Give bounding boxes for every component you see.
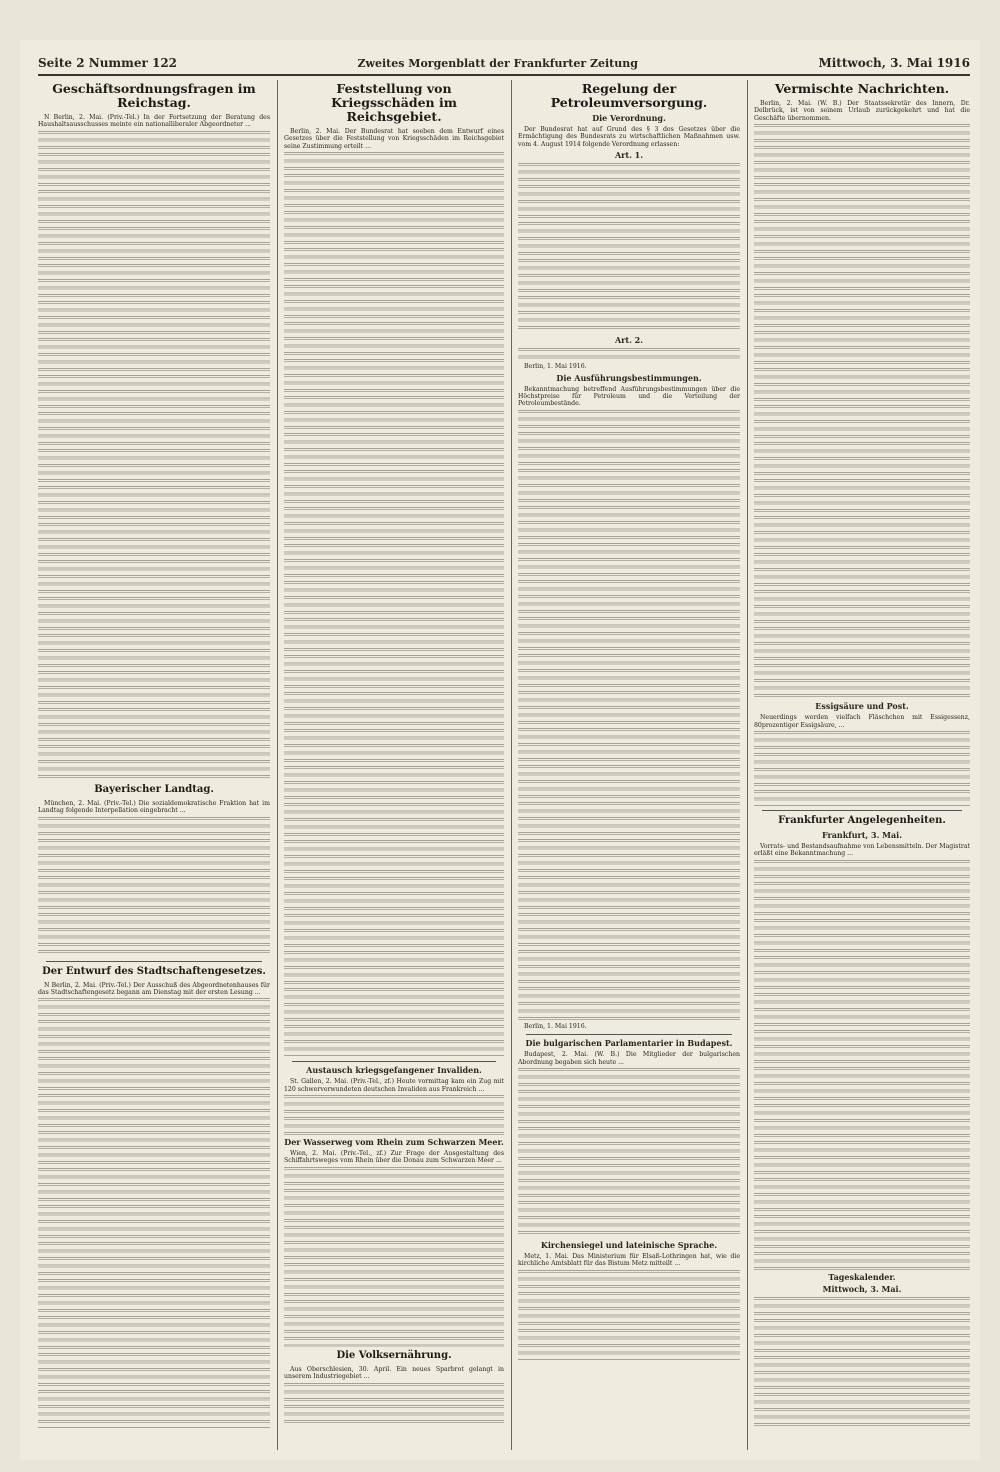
divider <box>762 810 962 811</box>
article-lead: Budapest, 2. Mai. (W. B.) Die Mitglieder der bulgarischen Abordnung begaben sich heute ... <box>518 1051 740 1066</box>
article-headline: Frankfurter Angelegenheiten. <box>778 815 946 827</box>
column-3 <box>518 80 740 1450</box>
article-lead: Aus Oberschlesien, 30. April. Ein neues Sparbrot gelangt in unserem Industriegebiet ... <box>284 1365 504 1381</box>
page-number: Seite 2 Nummer 122 <box>38 56 178 70</box>
article-lead: Neuerdings werden vielfach Fläschchen mit Essigessenz, 80prozentiger Essigsäure, ... <box>754 714 970 729</box>
article-headline: Austausch kriegsgefangener Invaliden. <box>306 1065 482 1076</box>
article-lead: Metz, 1. Mai. Das Ministerium für Elsaß-Lothringen hat, wie die kirchliche Amtsblatt für das Bistum Metz mitteilt ... <box>518 1253 740 1268</box>
divider <box>526 1034 732 1035</box>
article-body <box>284 152 504 1057</box>
dateline: Frankfurt, 3. Mai. <box>821 830 903 841</box>
divider <box>46 961 262 962</box>
article-headline: Geschäftsordnungsfragen im Reichstag. <box>52 81 256 110</box>
section-subheading: Die Ausführungsbestimmungen. <box>556 372 702 383</box>
article-body <box>284 1095 504 1135</box>
column-rule <box>277 80 278 1450</box>
article-clause: Art. 2. <box>614 335 644 346</box>
article-body <box>518 348 740 360</box>
article-lead: Wien, 2. Mai. (Priv.-Tel., zf.) Zur Frage der Ausgestaltung des Schiffahrtsweges vom Rhein über die Donau zum Schwarzen Meer ... <box>284 1150 504 1165</box>
article-lead: Bekanntmachung betreffend Ausführungsbestimmungen über die Höchstpreise für Petroleum und die Verteilung der Petroleumbestände. <box>518 385 740 408</box>
issue-date: Mittwoch, 3. Mai 1916 <box>818 56 970 70</box>
article-headline: Der Entwurf des Stadtschaftengesetzes. <box>42 965 266 977</box>
column-2 <box>284 80 504 1450</box>
article-headline: Die Volksernährung. <box>336 1349 452 1361</box>
article-headline: Regelung der Petroleumversorgung. <box>550 81 708 110</box>
dateline: Berlin, 1. Mai 1916. <box>524 363 587 371</box>
article-headline: Die bulgarischen Parlamentarier in Budapest. <box>525 1038 733 1049</box>
article-body <box>284 1383 504 1423</box>
calendar-date: Mittwoch, 3. Mai. <box>822 1283 902 1294</box>
article-lead: München, 2. Mai. (Priv.-Tel.) Die sozialdemokratische Fraktion hat im Landtag folgende Interpellation eingebracht ... <box>38 799 270 815</box>
section-subheading: Die Verordnung. <box>592 113 666 123</box>
article-lead: Der Bundesrat hat auf Grund des § 3 des Gesetzes über die Ermächtigung des Bundesrats zu wirtschaftlichen Maßnahmen usw. vom 4. August 1914 folgende Verordnung erlassen: <box>518 126 740 148</box>
article-body <box>518 163 740 333</box>
column-4 <box>754 80 970 1450</box>
section-heading: Tageskalender. <box>828 1271 896 1282</box>
column-rule <box>747 80 748 1450</box>
article-body <box>518 410 740 1020</box>
article-headline: Feststellung von Kriegsschäden im Reichsgebiet. <box>331 81 457 124</box>
article-body <box>754 124 970 699</box>
article-headline: Kirchensiegel und lateinische Sprache. <box>540 1240 718 1251</box>
dateline: Berlin, 1. Mai 1916. <box>524 1022 587 1030</box>
article-body <box>754 860 970 1270</box>
article-clause: Art. 1. <box>614 150 644 161</box>
article-body <box>518 1270 740 1360</box>
article-body <box>518 1068 740 1238</box>
calendar-listings <box>754 1297 970 1427</box>
article-headline: Bayerischer Landtag. <box>94 783 214 795</box>
masthead <box>38 52 970 76</box>
article-body <box>284 1167 504 1347</box>
article-lead: Vorrats- und Bestandsaufnahme von Lebensmitteln. Der Magistrat erläßt eine Bekanntmachung ... <box>754 843 970 858</box>
article-body <box>38 998 270 1428</box>
article-lead: St. Gallen, 2. Mai. (Priv.-Tel., zf.) Heute vormittag kam ein Zug mit 120 schwerverwundeten deutschen Invaliden aus Frankreich ... <box>284 1078 504 1093</box>
article-body <box>38 817 270 957</box>
article-lead: N Berlin, 2. Mai. (Priv.-Tel.) In der Fortsetzung der Beratung des Haushaltsausschusses meinte ein nationalliberaler Abgeordneter ... <box>38 114 270 129</box>
article-lead: Berlin, 2. Mai. Der Bundesrat hat soeben dem Entwurf eines Gesetzes über die Feststellung von Kriegsschäden im Reichsgebiet seine Zustimmung erteilt ... <box>284 128 504 150</box>
article-body <box>38 131 270 781</box>
column-1 <box>38 80 270 1450</box>
article-headline: Vermischte Nachrichten. <box>774 81 950 96</box>
article-headline: Essigsäure und Post. <box>815 701 909 712</box>
column-rule <box>511 80 512 1450</box>
article-lead: Berlin, 2. Mai. (W. B.) Der Staatssekretär des Innern, Dr. Delbrück, ist von seinem Urlaub zurückgekehrt und hat die Geschäfte übernommen. <box>754 100 970 122</box>
article-headline: Der Wasserweg vom Rhein zum Schwarzen Meer. <box>284 1137 504 1148</box>
article-lead: N Berlin, 2. Mai. (Priv.-Tel.) Der Ausschuß des Abgeordnetenhauses für das Stadtschaftengesetz begann am Dienstag mit der ersten Lesung ... <box>38 981 270 997</box>
divider <box>292 1061 496 1062</box>
paper-title: Zweites Morgenblatt der Frankfurter Zeitung <box>357 56 638 70</box>
article-body <box>754 731 970 806</box>
